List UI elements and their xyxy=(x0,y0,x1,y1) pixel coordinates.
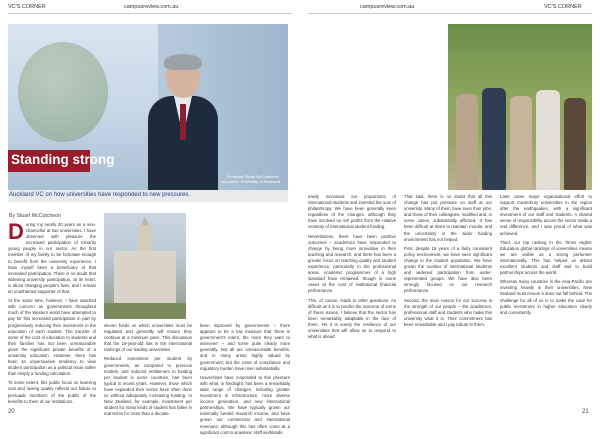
section-label: VC'S CORNER xyxy=(544,4,582,10)
paragraph-text: uring my nearly 20 years as a vice-chancellor at two universities, I have observed with pleasure the increased participation of minority young people in our sector. As the first member of my family to be fortunate enough to benefit from the university experience, I have myself been a beneficiary of that increased participation. There is no doubt that widening university participation, at its heart, is about changing people's lives, and I remain an unashamed supporter of that. xyxy=(8,222,96,295)
tie-shape xyxy=(180,104,186,140)
paragraph: That said, there is no doubt that all this change has put pressure on staff at our university. Many of them have seen their jobs, and those of their colleagues, modified and, in some cases, substantially affected. It has been difficult at times to maintain morale, and the uncertainty in the wider funding environment has not helped. xyxy=(404,194,492,242)
person-shape xyxy=(536,90,560,190)
tree-shape xyxy=(18,42,108,142)
building-shape xyxy=(114,251,176,311)
building-photo xyxy=(104,213,186,319)
paragraph: easily increased our proportions of international students and invested the sum of philanthropy. We have been generally keen regardless of the changes, although they have involved us rich profits from the relative certainty of international student funding. xyxy=(308,194,396,230)
paragraph: Second, the main reason for our success is the strength of our people – the academics, professional staff and students who make this university what it is. Their commitment has been remarkable and I pay tribute to them. xyxy=(404,297,492,327)
site-label: campusreview.com.au xyxy=(360,4,415,10)
caption-line-2: All photos: University of Auckland xyxy=(220,179,280,184)
right-col-3 xyxy=(500,194,592,319)
page-number: 21 xyxy=(582,409,589,415)
left-page xyxy=(0,0,300,435)
paragraph: Third, our top ranking in the Times Higher Education global rankings of universities means we are visible as a strong performer internationally. This has helped us attract excellent students and staff and to build partnerships across the world. xyxy=(500,239,592,276)
section-label: VC'S CORNER xyxy=(8,4,46,10)
right-col-1 xyxy=(308,194,396,343)
site-label: campusreview.com.au xyxy=(124,4,179,10)
byline: By Stuart McCutcheon xyxy=(9,213,61,219)
paragraph: To some extent, this public focus on lowering cost and raising quality reflects our failure to persuade members of the public of the benefits to them of our institutions. xyxy=(8,380,96,404)
person-shape xyxy=(564,98,586,190)
caption-line-1: Professor Stuart McCutcheon, xyxy=(226,174,280,179)
paragraph: been improved by governments – there appears to be a low measure that 'there is government's intent, the more they want to intervene' – and some quite clearly more generally. Not all are unreasonable benefits, and in many areas highly valued by government; but the costs of compliance and regulatory burden have risen substantially. xyxy=(200,323,290,371)
person-shape xyxy=(482,88,506,190)
photo-caption xyxy=(221,174,280,184)
paragraph: Nevertheless, there have been positive outcomes – academics have responded to change by being more innovative in their teaching and research, and there has been a greater focus on teaching quality and student experience, particularly in the professional areas. Academic programmes of a high standard have remained, though in some cases at the cost of institutional financial performance. xyxy=(308,233,396,294)
paragraph: Whereas many countries in the Asia-Pacific are investing heavily in their universities, New Zealand must ensure it does not fall behind. The challenge for all of us is to make the case for public investment in higher education clearly and consistently. xyxy=(500,279,592,315)
person-shape xyxy=(510,96,532,190)
right-col-2 xyxy=(404,194,492,331)
paragraph: Universities have responded to this pressure with what, in hindsight, has been a remarkably wide range of changes, including greater investment in infrastructure, more diverse income generation, and new international partnerships. We have typically grown our externally funded research income, and have grown our commercial and international revenues, although this has often come at a significant cost to academic staff workloads. xyxy=(200,374,290,435)
left-col-2 xyxy=(104,323,192,420)
left-col-1 xyxy=(8,219,96,408)
grass-shape xyxy=(104,303,186,319)
left-col-3 xyxy=(200,323,290,439)
right-page xyxy=(300,0,600,423)
header-rule xyxy=(8,13,292,14)
portrait-figure xyxy=(148,56,218,190)
paragraph: At the same time, however, I have watched with concern as governments throughout much of the Western world have attempted to pay for this increased participation in part by progressively reducing their investment in the education of each student. The transfer of some of the cost of education to students and their families has not been unreasonable given the significant private benefits of a university education. However, there has been an unpersuasive tendency to view student participation as a political issue rather than simply a funding calculation. xyxy=(8,298,96,377)
students-photo xyxy=(448,24,592,190)
paragraph: Reduced investment per student by governments, as compared to previous models, and reduced entitlement to funding per student in some countries, has been typical in recent years. However, those which have expanded their sector have often done so without adequately increasing funding. In New Zealand, for example, investment per student for many kinds of student has fallen in real terms for more than a decade. xyxy=(104,356,192,417)
hair-shape xyxy=(164,54,202,70)
paragraph: Later came major organisational effort to support Canterbury universities in the region after the earthquakes, with a significant investment of our staff and students. A shared sense of responsibility across the sector made a real difference, and I was proud of what was achieved. xyxy=(500,194,592,236)
header-rule xyxy=(308,13,592,14)
person-shape xyxy=(456,94,478,190)
dropcap: D xyxy=(8,219,24,244)
page-number: 20 xyxy=(8,409,15,415)
paragraph xyxy=(8,219,96,295)
page-title: Standing strong xyxy=(11,152,115,167)
paragraph: This, of course, leads to other questions. As difficult as it is to predict the outcome of some of these issues, I believe that the sector has been remarkably adaptable in the face of them. Yet it is surely the resilience of our universities that will allow us to respond to what is ahead. xyxy=(308,297,396,340)
paragraph: First, despite 15 years of a fairly consistent policy environment, we have seen significant change in the student population. We have grown the number of international students and widened participation from under-represented groups. We have also been strongly focused on our research performance. xyxy=(404,245,492,294)
subtitle: Auckland VC on how universities have responded to new pressures. xyxy=(9,192,191,198)
paragraph: eleven funds on which universities must be regulated and generally will ensure they continue at a minimum pace. This discussion that the 19-year-old has in the international rankings of our leading universities. xyxy=(104,323,192,353)
